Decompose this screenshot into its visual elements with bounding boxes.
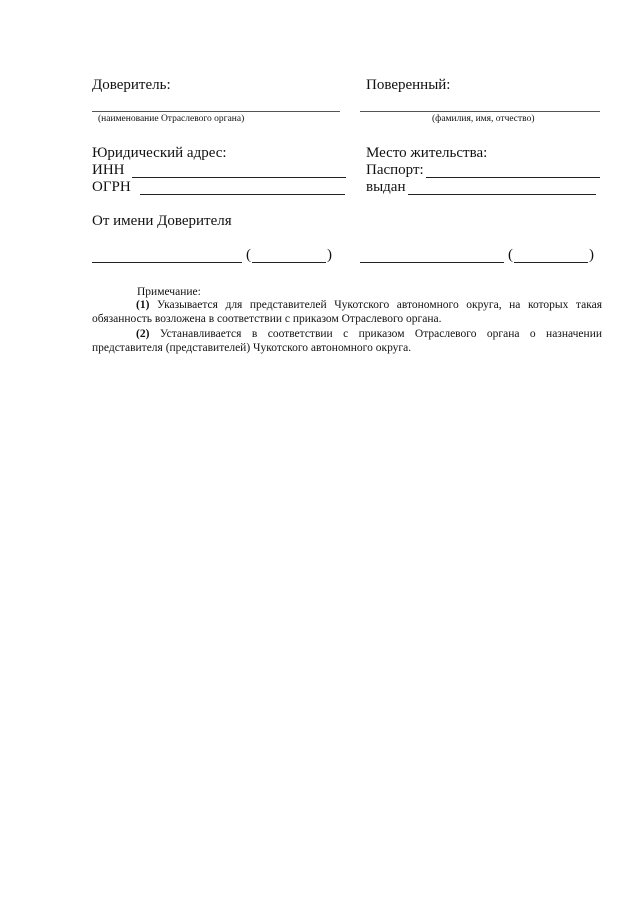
note-title: Примечание:: [137, 286, 201, 298]
representative-open-paren: (: [508, 247, 513, 263]
note-item-2-text: Устанавливается в соответствии с приказом Отраслевого органа о назначении представителя (представителей) Чукотского автономного округа.: [92, 328, 602, 354]
principal-heading: Доверитель:: [92, 77, 171, 93]
inn-field-line: [132, 177, 346, 178]
note-item-1-text: Указывается для представителей Чукотского автономного округа, на которых такая обязанность возложена в соответствии с приказом Отраслевого органа.: [92, 299, 603, 325]
principal-open-paren: (: [246, 247, 251, 263]
principal-name-line: [92, 111, 340, 112]
principal-close-paren: ): [327, 247, 332, 263]
inn-label: ИНН: [92, 162, 125, 178]
legal-address-label: Юридический адрес:: [92, 145, 227, 161]
note-item-2: [92, 327, 602, 355]
representative-caption: (фамилия, имя, отчество): [432, 114, 535, 124]
ogrn-label: ОГРН: [92, 179, 131, 195]
representative-name-line: [360, 111, 600, 112]
representative-close-paren: ): [589, 247, 594, 263]
principal-caption: (наименование Отраслевого органа): [98, 114, 245, 124]
issued-field-line: [408, 194, 596, 195]
representative-heading: Поверенный:: [366, 77, 451, 93]
representative-signature-line: [360, 262, 504, 263]
note-item-2-marker: (2): [136, 328, 150, 340]
residence-label: Место жительства:: [366, 145, 488, 161]
on-behalf-label: От имени Доверителя: [92, 213, 232, 229]
principal-signature-line: [92, 262, 242, 263]
note-item-1-marker: (1): [136, 299, 150, 311]
note-item-1: [92, 298, 602, 326]
passport-label: Паспорт:: [366, 162, 424, 178]
principal-name-decode-line: [252, 262, 326, 263]
passport-field-line: [426, 177, 600, 178]
representative-name-decode-line: [514, 262, 588, 263]
issued-label: выдан: [366, 179, 406, 195]
ogrn-field-line: [140, 194, 345, 195]
